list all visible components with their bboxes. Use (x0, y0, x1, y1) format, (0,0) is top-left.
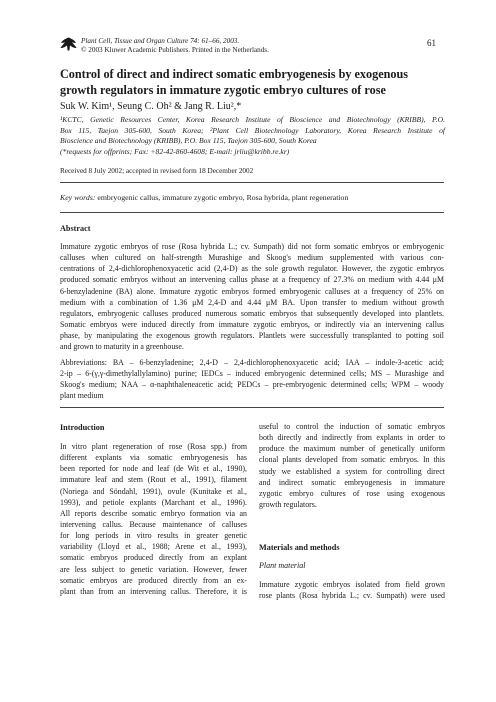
affiliation-block (60, 115, 445, 157)
abbreviations-line: 2-ip – 6-(γ,γ-dimethylallylamino) purine; IEDCs – induced embryogenic determined cells; MS – Murashige and (60, 369, 444, 379)
introduction-line: and indirect somatic embryogenesis in immature (259, 477, 445, 487)
introduction-line: intervening callus. Because maintenance of calluses (60, 519, 247, 529)
introduction-continued (259, 421, 445, 510)
abstract-line: produced somatic embryos without an intervening callus phase at a frequency of 27.3% on medium with 4.44 μM (60, 275, 444, 285)
introduction-line: variability (Lloyd et al., 1988; Arene et al., 1993), (60, 542, 247, 552)
materials-heading: Materials and methods (259, 543, 340, 552)
introduction-line: are less subject to genetic variation. However, fewer (60, 564, 247, 574)
introduction-line: study we established a system for controlling direct (259, 466, 445, 476)
correspondence-line: (*requests for offprints; Fax: +82-42-860-4608; E-mail: jrliu@kribb.re.kr) (60, 146, 290, 156)
introduction-line: both directly and indirectly from explants in order to (259, 433, 445, 443)
introduction-line: for long periods in vitro results in greater genetic (60, 531, 247, 541)
abstract-line: regulators, embryogenic calluses produced numerous somatic embryos that subsequently developed into plantlets. (60, 308, 444, 318)
abstract-line: Immature zygotic embryos of rose (Rosa hybrida L.; cv. Sumpath) did not form somatic embryos or embryogenic (60, 242, 444, 251)
keywords-text: embryogenic callus, immature zygotic embryo, Rosa hybrida, plant regeneration (97, 193, 349, 202)
introduction-line: produce the maximum number of genetically uniform (259, 444, 445, 454)
introduction-line: 1993), and petiole explants (Marchant et al., 1996). (60, 497, 247, 507)
abstract-line: centrations of 2,4-dichlorophenoxyacetic acid (2,4-D) as the sole growth regulator. However, the zygotic embryos (60, 264, 444, 274)
abstract-line: medium with a combination of 1.36 μM 2,4-D and 4.44 μM BA. Upon transfer to medium without growth (60, 297, 444, 307)
introduction-line: somatic embryos produced directly from an explant (60, 553, 247, 563)
abstract-body (60, 241, 444, 352)
materials-body (259, 579, 445, 601)
abbreviations-line: Skoog's medium; NAA – α-naphthaleneacetic acid; PEDCs – pre-embryogenic determined cells; WPM – woody (60, 380, 444, 390)
introduction-body (60, 441, 247, 597)
introduction-heading: Introduction (60, 423, 105, 432)
title-line: growth regulators in immature zygotic embryo cultures of rose (60, 82, 386, 97)
introduction-line: All reports describe somatic embryo formation via an (60, 508, 247, 518)
introduction-line: growth regulators. (259, 499, 317, 509)
introduction-line: somatic embryos are produced directly from an ex- (60, 575, 247, 585)
introduction-line: different explants via somatic embryogenesis has (60, 453, 247, 463)
introduction-line: immature leaf and stem (Rout et al., 1991), filament (60, 475, 247, 485)
title-line: Control of direct and indirect somatic embryogenesis by exogenous (60, 67, 409, 81)
article-title (60, 67, 440, 98)
introduction-line: been reported for node and leaf (de Wit et al., 1990), (60, 464, 247, 474)
keywords-label: Key words: (60, 193, 96, 202)
divider-rule (60, 407, 444, 408)
introduction-line: (Noriega and Söndahl, 1991), ovule (Kunitake et al., (60, 486, 247, 496)
divider-rule (60, 212, 444, 213)
affiliation-line: ¹KCTC, Genetic Resources Center, Korea Research Institute of Bioscience and Biotechnology (KRIBB), P.O. (60, 115, 445, 124)
introduction-line: In vitro plant regeneration of rose (Rosa spp.) from (60, 442, 247, 451)
materials-line: rose plants (Rosa hybrida L.; cv. Sumpath) were used (259, 591, 445, 601)
publisher-tree-logo (60, 37, 77, 51)
introduction-line: zygotic embryo cultures of rose using exogenous (259, 488, 445, 498)
abstract-line: Somatic embryos were induced directly from immature zygotic embryos, or indirectly via an intervening callus (60, 319, 444, 329)
abstract-heading: Abstract (60, 224, 91, 233)
abstract-line: 6-benzyladenine (BA) alone. Immature zygotic embryos formed embryogenic calluses at a frequency of 25% on (60, 286, 444, 296)
copyright-notice: © 2003 Kluwer Academic Publishers. Printed in the Netherlands. (81, 46, 269, 54)
abbreviations-line: plant medium (60, 391, 104, 401)
abstract-line: and grown to maturity in a greenhouse. (60, 342, 184, 352)
abbreviations-block (60, 357, 444, 402)
affiliation-line: Bioscience and Biotechnology (KRIBB), P.O. Box 115, Taejon 305-600, South Korea (60, 136, 317, 145)
author-list: Suk W. Kim¹, Seung C. Oh² & Jang R. Liu²,* (60, 101, 242, 112)
introduction-line: plant than from an intervening callus. Therefore, it is (60, 586, 247, 596)
plant-material-subheading: Plant material (259, 561, 306, 570)
materials-line: Immature zygotic embryos isolated from field grown (259, 580, 445, 589)
abbreviations-line: Abbreviations: BA – 6-benzyladenine; 2,4-D – 2,4-dichlorophenoxyacetic acid; IAA – indole-3-acetic acid; (60, 358, 444, 367)
abstract-line: phase, by manipulating the exogenous growth regulators. Plantlets were successfully transplanted to potting soil (60, 331, 444, 341)
received-dates: Received 8 July 2002; accepted in revised form 18 December 2002 (60, 167, 254, 175)
introduction-line: clonal plants developed from somatic embryos. In this (259, 455, 445, 465)
abstract-line: calluses when cultured on half-strength Murashige and Skoog's medium supplemented with various con- (60, 253, 444, 263)
introduction-line: useful to control the induction of somatic embryos (259, 422, 445, 431)
page-number: 61 (427, 38, 436, 48)
keywords-line (60, 193, 444, 203)
affiliation-line: Box 115, Taejon 305-600, South Korea; ²Plant Cell Biotechnology Laboratory, Korea Research Institute of (60, 125, 445, 135)
journal-citation: Plant Cell, Tissue and Organ Culture 74: 61–66, 2003. (81, 37, 240, 45)
divider-rule (60, 182, 444, 183)
